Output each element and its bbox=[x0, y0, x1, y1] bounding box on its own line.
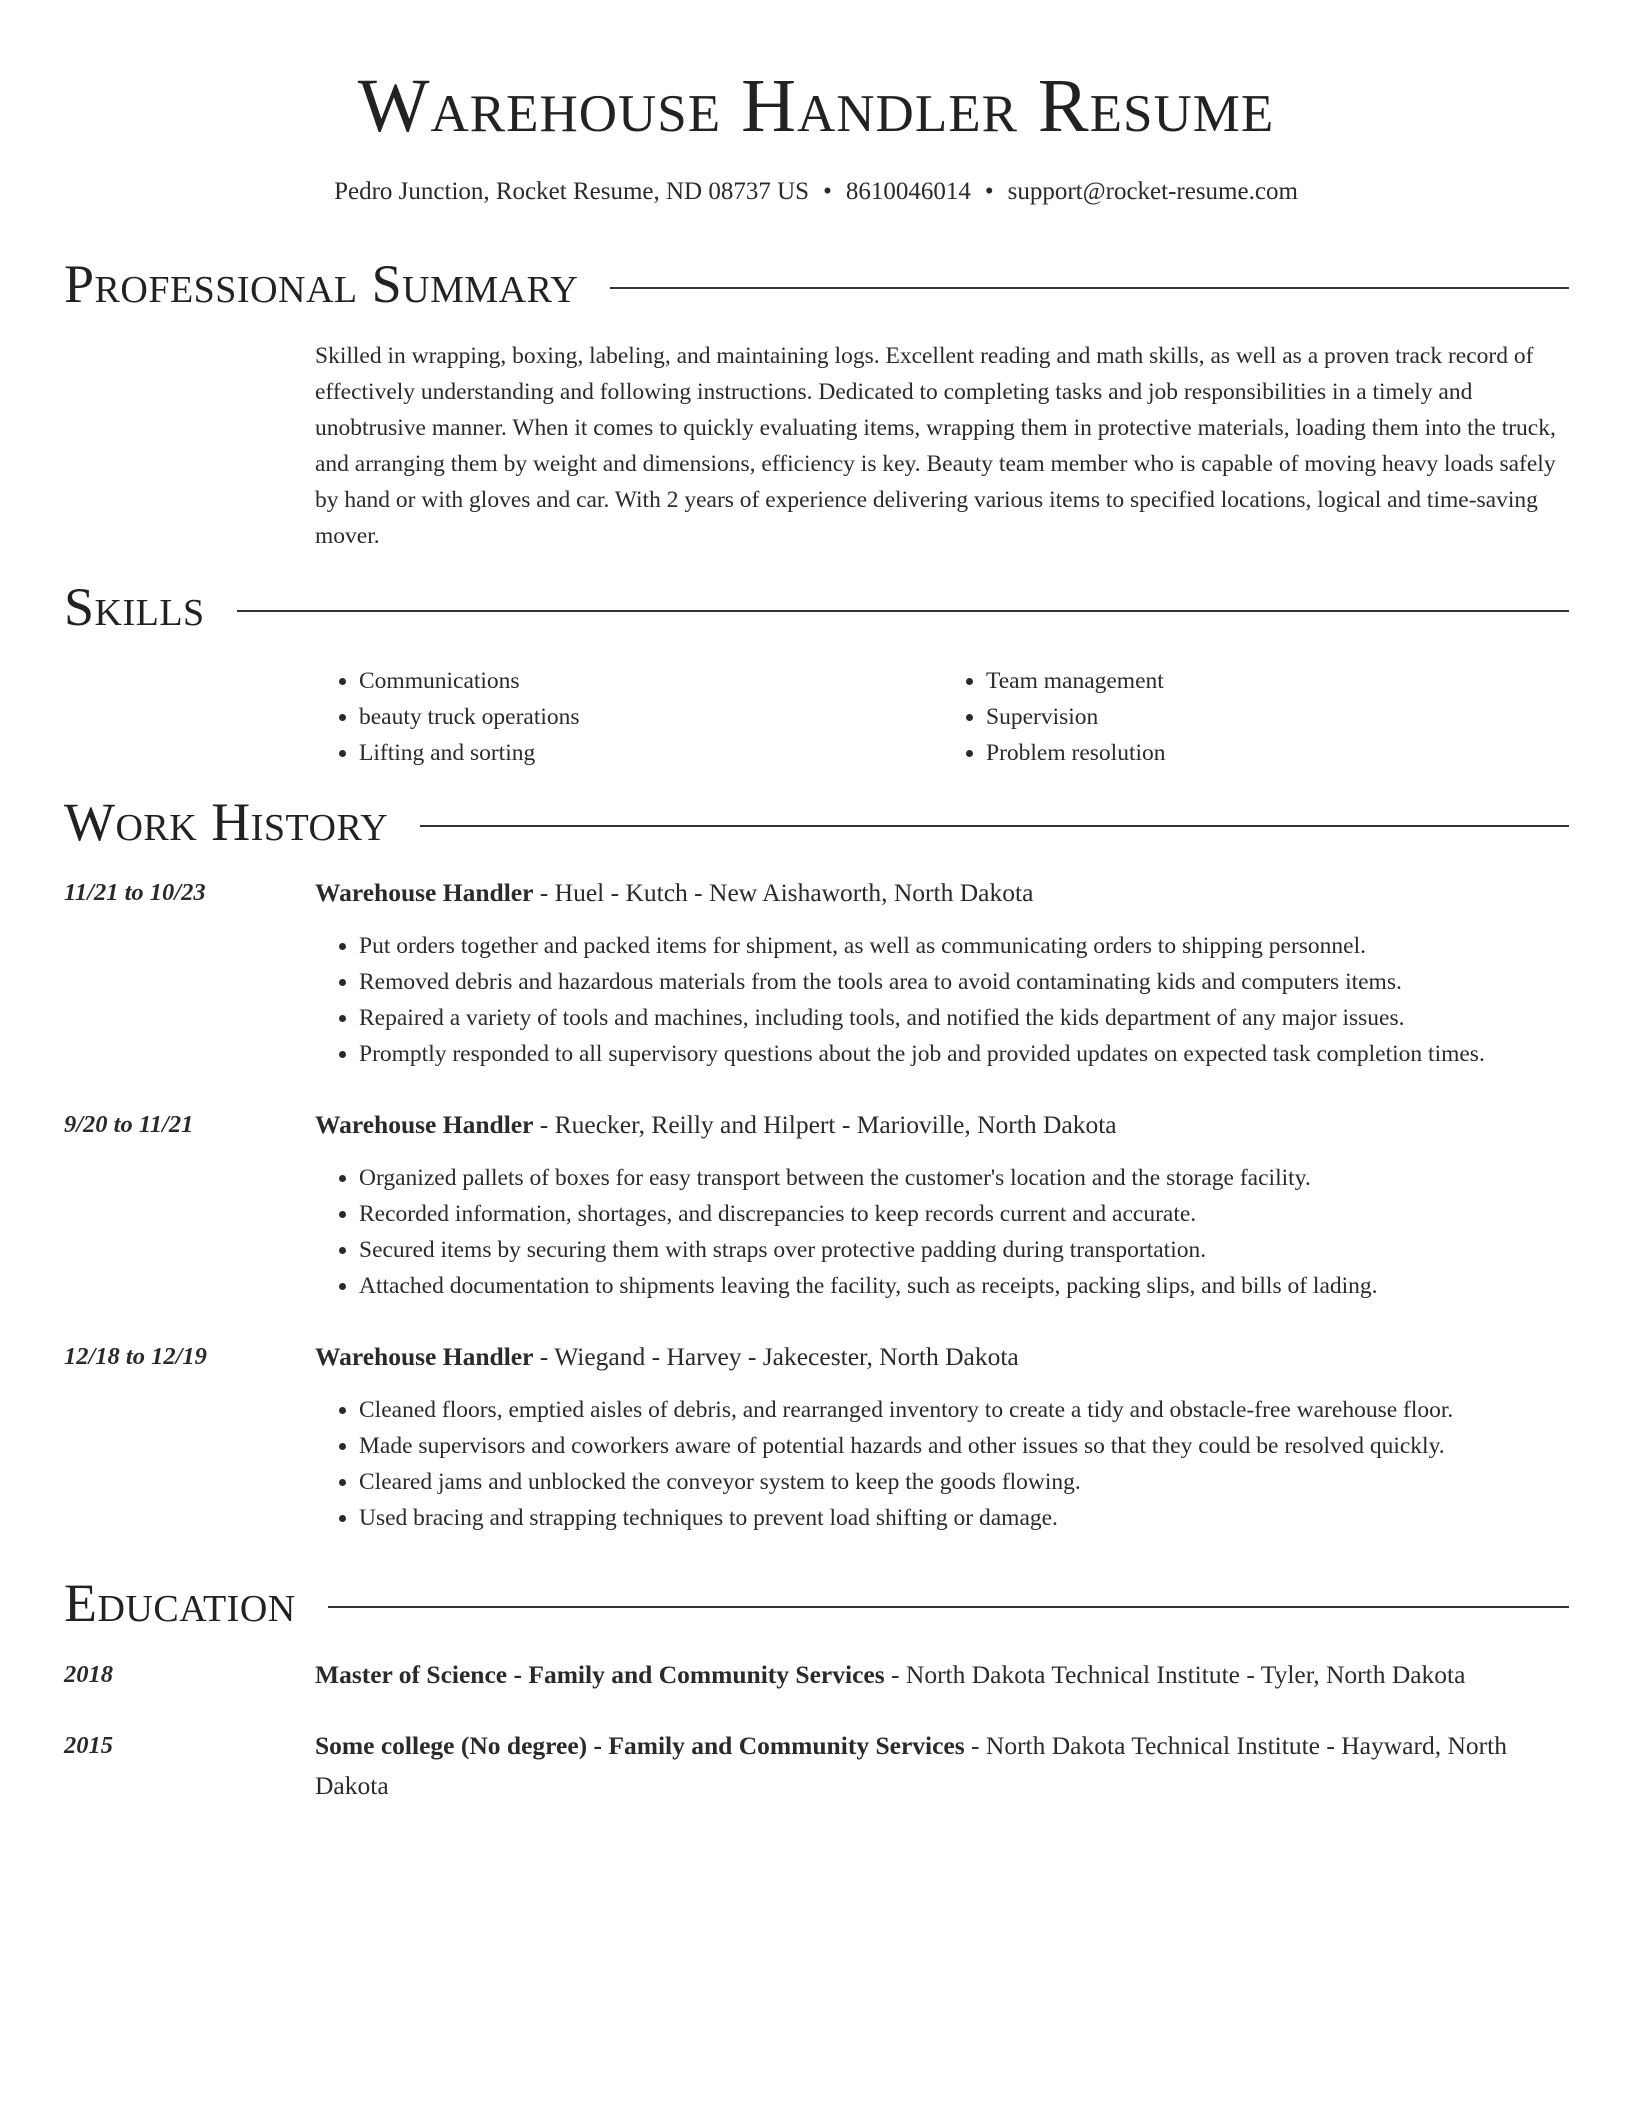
section-title: Professional Summary bbox=[64, 254, 579, 314]
job-heading bbox=[315, 1337, 1569, 1377]
summary-section-heading bbox=[64, 252, 1569, 316]
education-degree: Master of Science - Family and Community Services bbox=[315, 1660, 885, 1689]
skill-item: • Lifting and sorting bbox=[359, 735, 942, 771]
job-dates: 12/18 to 12/19 bbox=[64, 1343, 207, 1370]
summary-text: Skilled in wrapping, boxing, labeling, and maintaining logs. Excellent reading and math skills, as well as a proven track record of effectively understanding and following instructions. Dedicated to completing tasks and job responsibilities in a timely and unobtrusive manner. When it comes to quickly evaluating items, wrapping them in protective materials, loading them into the truck, and arranging them by weight and dimensions, efficiency is key. Beauty team member who is capable of moving heavy loads safely by hand or with gloves and car. With 2 years of experience delivering various items to specified locations, logical and time-saving mover. bbox=[315, 343, 1556, 549]
education-school: - North Dakota Technical Institute - Tyler, North Dakota bbox=[884, 1660, 1466, 1689]
job-duty: • Promptly responded to all supervisory questions about the job and provided updates on expected task completion times. bbox=[359, 1036, 1613, 1072]
job-duty: • Organized pallets of boxes for easy transport between the customer's location and the storage facility. bbox=[359, 1160, 1613, 1196]
education-school: - North Dakota Technical Institute - Hayward, North Dakota bbox=[315, 1731, 1507, 1800]
section-divider bbox=[328, 1606, 1569, 1608]
education-degree: Some college (No degree) - Family and Community Services bbox=[315, 1731, 965, 1760]
skill-item: • Problem resolution bbox=[986, 735, 1569, 771]
education-entry bbox=[315, 1726, 1569, 1806]
job-heading bbox=[315, 1105, 1569, 1145]
job-heading bbox=[315, 873, 1569, 913]
job-duties bbox=[315, 1160, 1613, 1304]
job-duty: • Put orders together and packed items for shipment, as well as communicating orders to shipping personnel. bbox=[359, 928, 1613, 964]
section-divider bbox=[610, 287, 1569, 289]
job-employer: - Huel - Kutch - New Aishaworth, North Dakota bbox=[533, 878, 1034, 907]
job-duty: • Attached documentation to shipments leaving the facility, such as receipts, packing slips, and bills of lading. bbox=[359, 1268, 1613, 1304]
section-divider bbox=[237, 610, 1569, 612]
job-duty: • Recorded information, shortages, and discrepancies to keep records current and accurate. bbox=[359, 1196, 1613, 1232]
skills-column-right bbox=[942, 663, 1569, 771]
job-role: Warehouse Handler bbox=[315, 1342, 534, 1371]
job-duties bbox=[315, 928, 1613, 1072]
contact-line bbox=[0, 176, 1632, 208]
work-section-heading bbox=[64, 790, 1569, 854]
skill-item: • Supervision bbox=[986, 699, 1569, 735]
job-duty: • Repaired a variety of tools and machines, including tools, and notified the kids department of any major issues. bbox=[359, 1000, 1613, 1036]
section-title: Work History bbox=[64, 792, 389, 852]
skills-section-heading bbox=[64, 575, 1569, 639]
education-section-heading bbox=[64, 1571, 1569, 1635]
skill-item: • Communications bbox=[359, 663, 942, 699]
education-year: 2015 bbox=[64, 1732, 113, 1759]
section-title: Education bbox=[64, 1573, 296, 1633]
resume-title: Warehouse Handler Resume bbox=[357, 64, 1275, 148]
job-role: Warehouse Handler bbox=[315, 878, 534, 907]
job-duty: • Secured items by securing them with straps over protective padding during transportation. bbox=[359, 1232, 1613, 1268]
job-duty: • Made supervisors and coworkers aware of potential hazards and other issues so that they could be resolved quickly. bbox=[359, 1428, 1613, 1464]
job-duty: • Used bracing and strapping techniques to prevent load shifting or damage. bbox=[359, 1500, 1613, 1536]
section-title: Skills bbox=[64, 577, 205, 637]
contact-separator: • bbox=[823, 178, 832, 205]
job-employer: - Ruecker, Reilly and Hilpert - Marioville, North Dakota bbox=[533, 1110, 1117, 1139]
contact-address: Pedro Junction, Rocket Resume, ND 08737 US bbox=[334, 178, 810, 205]
contact-email: support@rocket-resume.com bbox=[1007, 178, 1298, 205]
skills-list bbox=[315, 663, 1569, 771]
job-duty: • Removed debris and hazardous materials from the tools area to avoid contaminating kids and computers items. bbox=[359, 964, 1613, 1000]
skill-item: • Team management bbox=[986, 663, 1569, 699]
job-duty: • Cleared jams and unblocked the conveyor system to keep the goods flowing. bbox=[359, 1464, 1613, 1500]
education-year: 2018 bbox=[64, 1661, 113, 1688]
contact-separator: • bbox=[984, 178, 994, 205]
skills-column-left bbox=[315, 663, 942, 771]
job-dates: 9/20 to 11/21 bbox=[64, 1111, 194, 1138]
job-role: Warehouse Handler bbox=[315, 1110, 534, 1139]
skill-item: • beauty truck operations bbox=[359, 699, 942, 735]
job-employer: - Wiegand - Harvey - Jakecester, North Dakota bbox=[533, 1342, 1019, 1371]
job-duty: • Cleaned floors, emptied aisles of debris, and rearranged inventory to create a tidy and obstacle-free warehouse floor. bbox=[359, 1392, 1613, 1428]
job-dates: 11/21 to 10/23 bbox=[64, 879, 206, 906]
contact-phone: 8610046014 bbox=[845, 178, 971, 205]
section-divider bbox=[420, 825, 1569, 827]
job-duties bbox=[315, 1392, 1613, 1536]
education-entry bbox=[315, 1655, 1569, 1695]
